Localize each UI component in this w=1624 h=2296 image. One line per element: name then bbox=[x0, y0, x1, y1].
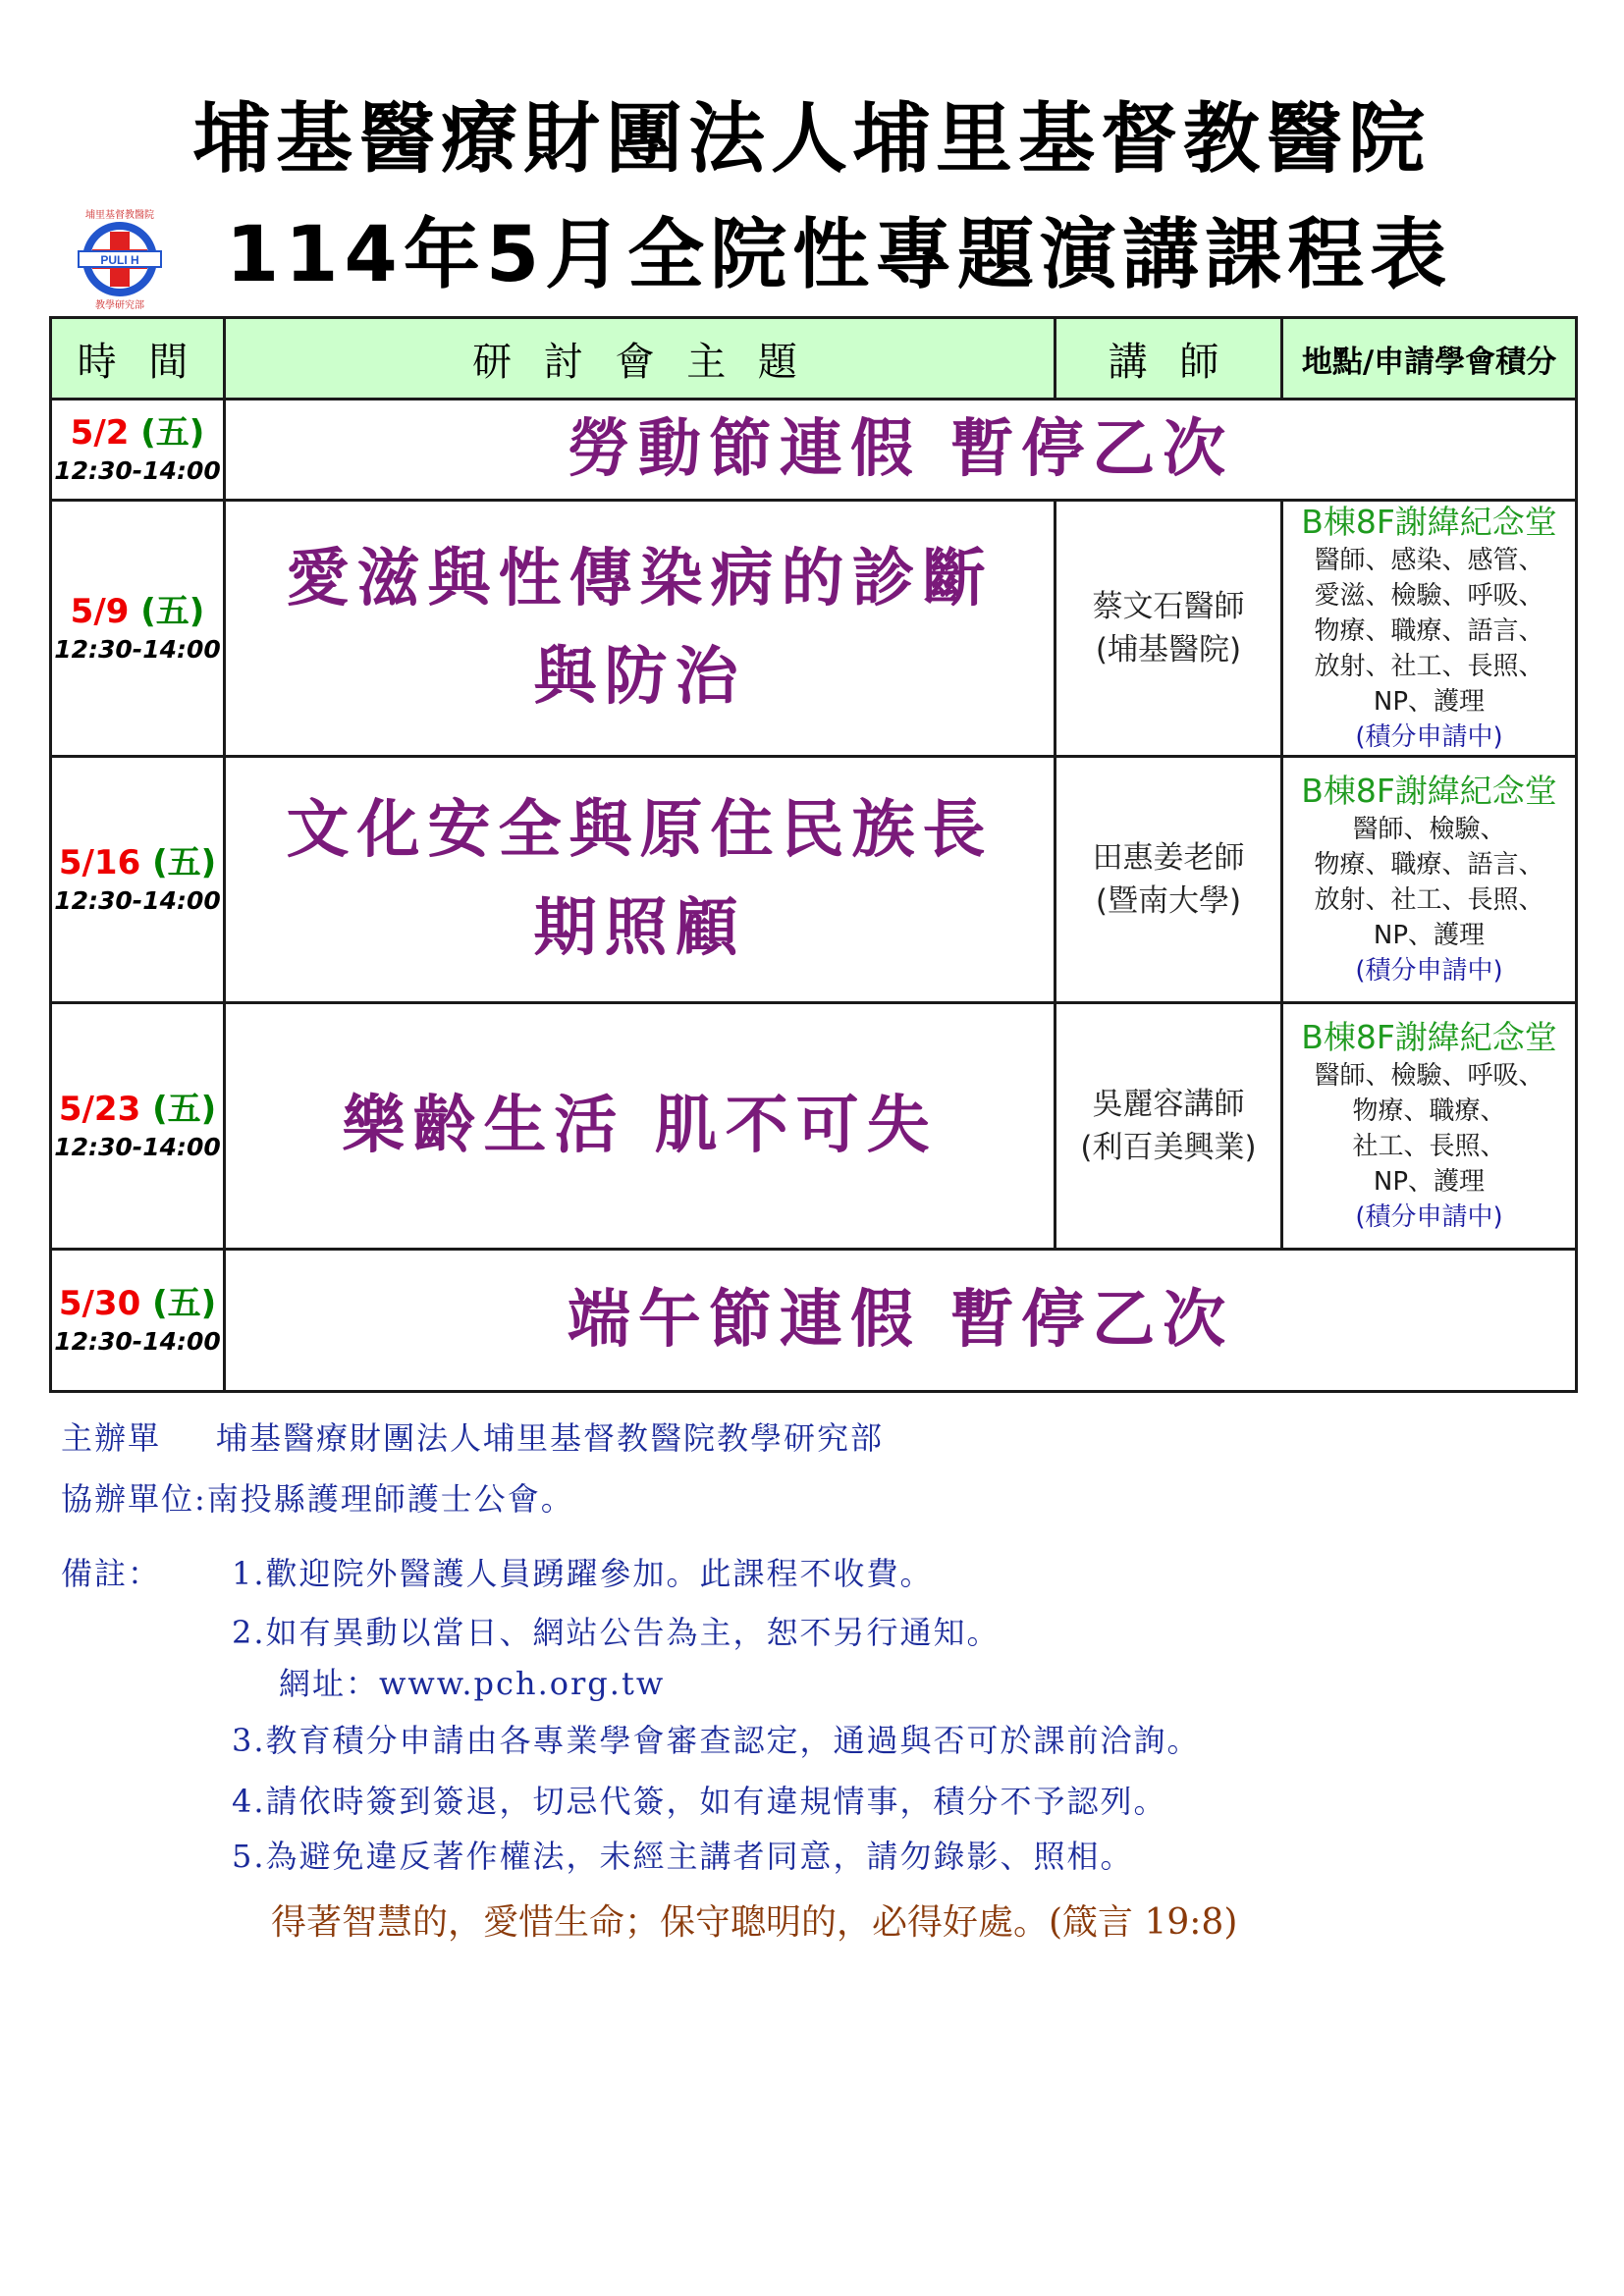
speaker-name: 吳麗容講師 bbox=[1092, 1087, 1245, 1122]
topic-line1: 樂齡生活 肌不可失 bbox=[342, 1089, 938, 1162]
session-date: 5/30 bbox=[58, 1284, 141, 1323]
bible-quote: 得著智慧的，愛惜生命；保守聰明的，必得好處。(箴言 19:8) bbox=[271, 1902, 1238, 1943]
speaker-name: 蔡文石醫師 bbox=[1092, 589, 1245, 624]
topic-cell bbox=[225, 757, 1056, 1003]
logo-text-mid: PULI H bbox=[100, 253, 139, 267]
location-cell bbox=[1282, 501, 1577, 757]
header-speaker: 講 師 bbox=[1056, 318, 1282, 400]
table-header-row bbox=[51, 318, 1577, 400]
table-row bbox=[51, 501, 1577, 757]
table-row bbox=[51, 1250, 1577, 1392]
time-cell bbox=[51, 400, 225, 501]
topic-text: 勞動節連假 暫停乙次 bbox=[567, 412, 1234, 486]
note-item: 3.教育積分申請由各專業學會審查認定，通過與否可於課前洽詢。 bbox=[232, 1722, 1201, 1759]
credit-line: 醫師、感染、感管、 bbox=[1314, 546, 1544, 575]
logo-text-bottom: 教學研究部 bbox=[95, 300, 144, 311]
session-weekday: (五) bbox=[140, 592, 205, 631]
location-cell bbox=[1282, 757, 1577, 1003]
logo-text-top: 埔里基督教醫院 bbox=[85, 210, 154, 221]
session-weekday: (五) bbox=[140, 413, 205, 453]
website-link[interactable]: 網址：www.pch.org.tw bbox=[279, 1665, 666, 1702]
session-hours: 12:30-14:00 bbox=[54, 886, 221, 915]
topic-text: 端午節連假 暫停乙次 bbox=[567, 1283, 1234, 1357]
note-item: 2.如有異動以當日、網站公告為主，恕不另行通知。 bbox=[232, 1614, 1001, 1651]
time-cell bbox=[51, 501, 225, 757]
credit-status: (積分申請中) bbox=[1355, 722, 1503, 752]
speaker-cell bbox=[1056, 501, 1282, 757]
speaker-name: 田惠姜老師 bbox=[1092, 840, 1245, 876]
notes-label: 備註： bbox=[61, 1555, 162, 1592]
header-location: 地點/申請學會積分 bbox=[1282, 318, 1577, 400]
hospital-logo bbox=[65, 202, 175, 312]
topic-cell bbox=[225, 501, 1056, 757]
header-time: 時 間 bbox=[51, 318, 225, 400]
topic-line2: 與防治 bbox=[533, 640, 746, 714]
topic-line1: 愛滋與性傳染病的診斷 bbox=[286, 542, 994, 615]
credit-status: (積分申請中) bbox=[1355, 956, 1503, 986]
co-organizer-line bbox=[61, 1474, 574, 1520]
organizer-line bbox=[61, 1414, 884, 1459]
credit-line: 社工、長照、 bbox=[1352, 1132, 1506, 1161]
topic-cell bbox=[225, 1003, 1056, 1250]
session-hours: 12:30-14:00 bbox=[54, 1327, 221, 1356]
time-cell bbox=[51, 1250, 225, 1392]
credit-status: (積分申請中) bbox=[1355, 1202, 1503, 1232]
speaker-cell bbox=[1056, 757, 1282, 1003]
co-organizer-label: 協辦單位: bbox=[61, 1480, 207, 1518]
session-date: 5/23 bbox=[58, 1090, 141, 1129]
credit-line: NP、護理 bbox=[1373, 921, 1486, 950]
session-weekday: (五) bbox=[152, 1284, 217, 1323]
hospital-title: 埔基醫療財團法人埔里基督教醫院 bbox=[192, 95, 1431, 184]
speaker-org: (利百美興業) bbox=[1080, 1130, 1257, 1165]
topic-cell bbox=[225, 400, 1577, 501]
session-hours: 12:30-14:00 bbox=[54, 1133, 221, 1161]
credit-line: 物療、職療、語言、 bbox=[1314, 850, 1544, 880]
credit-line: NP、護理 bbox=[1373, 1167, 1486, 1197]
time-cell bbox=[51, 757, 225, 1003]
session-weekday: (五) bbox=[152, 843, 217, 882]
schedule-table bbox=[49, 316, 1578, 1393]
organizer-label: 主辦單 bbox=[61, 1419, 162, 1457]
location-title: B棟8F謝緯紀念堂 bbox=[1301, 503, 1557, 541]
note-item: 1.歡迎院外醫護人員踴躍參加。此課程不收費。 bbox=[232, 1555, 934, 1592]
credit-line: 放射、社工、長照、 bbox=[1314, 885, 1544, 915]
schedule-title: 114年5月全院性專題演講課程表 bbox=[226, 211, 1453, 299]
topic-line1: 文化安全與原住民族長 bbox=[286, 793, 994, 867]
speaker-org: (暨南大學) bbox=[1095, 883, 1242, 919]
topic-line2: 期照顧 bbox=[533, 891, 746, 965]
organizer-name: 埔基醫療財團法人埔里基督教醫院教學研究部 bbox=[216, 1419, 885, 1457]
table-row bbox=[51, 400, 1577, 501]
location-title: B棟8F謝緯紀念堂 bbox=[1301, 772, 1557, 810]
session-date: 5/16 bbox=[58, 843, 141, 882]
session-date: 5/2 bbox=[70, 413, 130, 453]
location-cell bbox=[1282, 1003, 1577, 1250]
session-hours: 12:30-14:00 bbox=[54, 456, 221, 485]
credit-line: 放射、社工、長照、 bbox=[1314, 652, 1544, 681]
note-item: 5.為避免違反著作權法，未經主講者同意，請勿錄影、照相。 bbox=[232, 1838, 1134, 1875]
header-topic: 研 討 會 主 題 bbox=[225, 318, 1056, 400]
co-organizer-name: 南投縣護理師護士公會。 bbox=[206, 1480, 574, 1518]
speaker-org: (埔基醫院) bbox=[1095, 632, 1242, 667]
session-hours: 12:30-14:00 bbox=[54, 635, 221, 664]
table-row bbox=[51, 1003, 1577, 1250]
location-title: B棟8F謝緯紀念堂 bbox=[1301, 1018, 1557, 1056]
speaker-cell bbox=[1056, 1003, 1282, 1250]
credit-line: NP、護理 bbox=[1373, 687, 1486, 717]
table-row bbox=[51, 757, 1577, 1003]
credit-line: 醫師、檢驗、呼吸、 bbox=[1314, 1061, 1544, 1091]
credit-line: 物療、職療、語言、 bbox=[1314, 616, 1544, 646]
note-item: 4.請依時簽到簽退，切忌代簽，如有違規情事，積分不予認列。 bbox=[232, 1783, 1167, 1820]
time-cell bbox=[51, 1003, 225, 1250]
credit-line: 物療、職療、 bbox=[1352, 1096, 1506, 1126]
credit-line: 醫師、檢驗、 bbox=[1352, 815, 1506, 844]
session-weekday: (五) bbox=[152, 1090, 217, 1129]
topic-cell bbox=[225, 1250, 1577, 1392]
credit-line: 愛滋、檢驗、呼吸、 bbox=[1314, 581, 1544, 611]
session-date: 5/9 bbox=[70, 592, 130, 631]
